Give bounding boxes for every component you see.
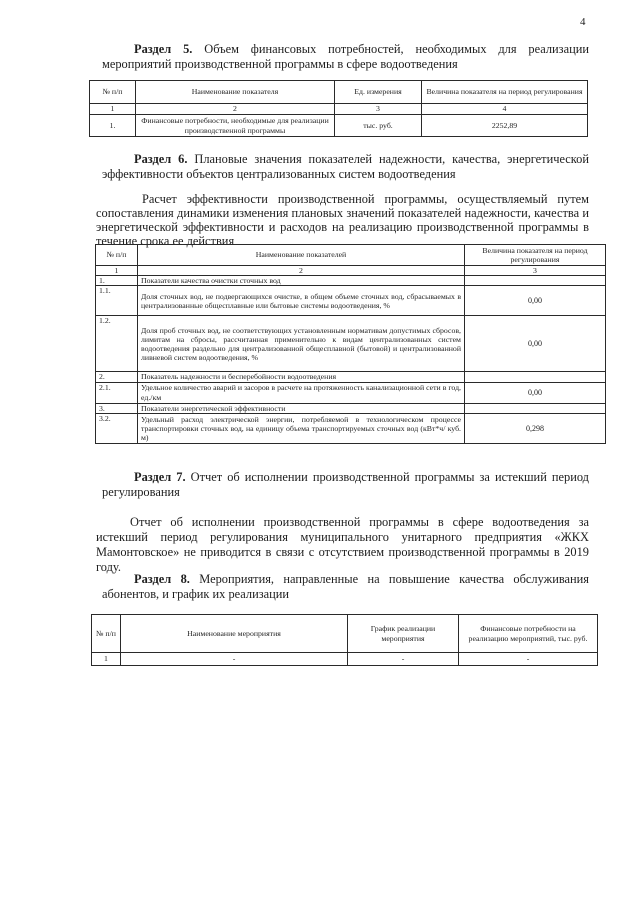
- header-cell: График реализации мероприятия: [348, 615, 459, 653]
- header-cell: № п/п: [96, 245, 138, 266]
- row-value: 0,00: [465, 382, 606, 403]
- row-name: Доля сточных вод, не подвергающихся очистке, в общем объеме сточных вод, сбрасываемых в централизованные общесплавные или бытовые системы водоотведения, %: [138, 286, 465, 316]
- table-row: [90, 115, 588, 137]
- table-row: [96, 413, 606, 443]
- section6-paragraph: Расчет эффективности производственной программы, осуществляемый путем сопоставления динамики изменения плановых значений показателей надежности, качества и энергетической эффективности и расходов на реализацию производственной программы в течение срока ее действия: [96, 192, 589, 248]
- table-header-row: [90, 81, 588, 104]
- page-number: 4: [580, 16, 586, 28]
- table-row: [96, 276, 606, 286]
- table-row: [96, 316, 606, 372]
- header-cell: Финансовые потребности на реализацию мероприятий, тыс. руб.: [459, 615, 598, 653]
- row-name: Удельное количество аварий и засоров в расчете на протяженность канализационной сети в год, ед./км: [138, 382, 465, 403]
- row-name: Показатели энергетической эффективности: [138, 403, 465, 413]
- section7-title: Отчет об исполнении производственной программы за истекший период регулирования: [102, 470, 589, 499]
- column-number: 4: [422, 104, 588, 115]
- section7-paragraph: Отчет об исполнении производственной программы в сфере водоотведения за истекший период регулирования муниципального унитарного предприятия «ЖКХ Мамонтовское» не приводится в связи с отсутствием производственной программы в 2019 году.: [96, 515, 589, 574]
- row-number: 2.1.: [96, 382, 138, 403]
- table-row: [96, 286, 606, 316]
- table-row: [96, 382, 606, 403]
- column-number: 2: [136, 104, 335, 115]
- section5-heading: [102, 42, 589, 72]
- section8-heading: [102, 572, 589, 602]
- row-number: 3.2.: [96, 413, 138, 443]
- column-number: 2: [138, 266, 465, 276]
- header-cell: Наименование показателя: [136, 81, 335, 104]
- row-value: 0,00: [465, 286, 606, 316]
- column-number: 1: [90, 104, 136, 115]
- column-number: 1: [96, 266, 138, 276]
- header-cell: Величина показателя на период регулирования: [465, 245, 606, 266]
- table-number-row: [90, 104, 588, 115]
- header-cell: № п/п: [90, 81, 136, 104]
- row-value: 0,00: [465, 316, 606, 372]
- row-name: Показатели качества очистки сточных вод: [138, 276, 465, 286]
- header-cell: Наименование показателей: [138, 245, 465, 266]
- header-cell: Ед. измерения: [335, 81, 422, 104]
- section5-table: [89, 80, 588, 137]
- table-number-row: [96, 266, 606, 276]
- row-name: Финансовые потребности, необходимые для реализации производственной программы: [136, 115, 335, 137]
- section6-label: Раздел 6.: [134, 152, 188, 166]
- column-number: 3: [335, 104, 422, 115]
- row-number: 1.2.: [96, 316, 138, 372]
- section7-label: Раздел 7.: [134, 470, 186, 484]
- section5-label: Раздел 5.: [134, 42, 193, 56]
- table-row: [96, 403, 606, 413]
- row-finance: -: [459, 653, 598, 666]
- row-name: -: [121, 653, 348, 666]
- row-name: Показатель надежности и бесперебойности водоотведения: [138, 372, 465, 382]
- row-number: 2.: [96, 372, 138, 382]
- section7-heading: [102, 470, 589, 500]
- table-row: [92, 653, 598, 666]
- header-cell: Наименование мероприятия: [121, 615, 348, 653]
- row-value: 2252,89: [422, 115, 588, 137]
- row-name: Удельный расход электрической энергии, потребляемой в технологическом процессе транспортировки сточных вод, на единицу объема транспортируемых сточных вод (кВт*ч/ куб. м): [138, 413, 465, 443]
- row-value: [465, 276, 606, 286]
- table-row: [96, 372, 606, 382]
- header-cell: № п/п: [92, 615, 121, 653]
- row-name: Доля проб сточных вод, не соответствующих установленным нормативам допустимых сбросов, лимитам на сбросы, рассчитанная применительно к видам централизованных систем водоотведения раздельно для централизованной общесплавной (бытовой) и централизованной ливневой систем водоотведения, %: [138, 316, 465, 372]
- row-number: 3.: [96, 403, 138, 413]
- row-number: 1.: [96, 276, 138, 286]
- section8-title: Мероприятия, направленные на повышение качества обслуживания абонентов, и график их реализации: [102, 572, 589, 601]
- row-number: 1.: [90, 115, 136, 137]
- header-cell: Величина показателя на период регулирования: [422, 81, 588, 104]
- row-schedule: -: [348, 653, 459, 666]
- row-number: 1.1.: [96, 286, 138, 316]
- section6-heading: [102, 152, 589, 182]
- column-number: 3: [465, 266, 606, 276]
- section6-title: Плановые значения показателей надежности, качества, энергетической эффективности объектов централизованных систем водоотведения: [102, 152, 589, 181]
- row-value: 0,298: [465, 413, 606, 443]
- section8-table: [91, 614, 598, 666]
- table-header-row: [96, 245, 606, 266]
- row-value: [465, 372, 606, 382]
- row-unit: тыс. руб.: [335, 115, 422, 137]
- section8-label: Раздел 8.: [134, 572, 190, 586]
- table-header-row: [92, 615, 598, 653]
- section6-table: [95, 244, 606, 444]
- section5-title: Объем финансовых потребностей, необходимых для реализации мероприятий производственной программы в сфере водоотведения: [102, 42, 589, 71]
- row-number: 1: [92, 653, 121, 666]
- row-value: [465, 403, 606, 413]
